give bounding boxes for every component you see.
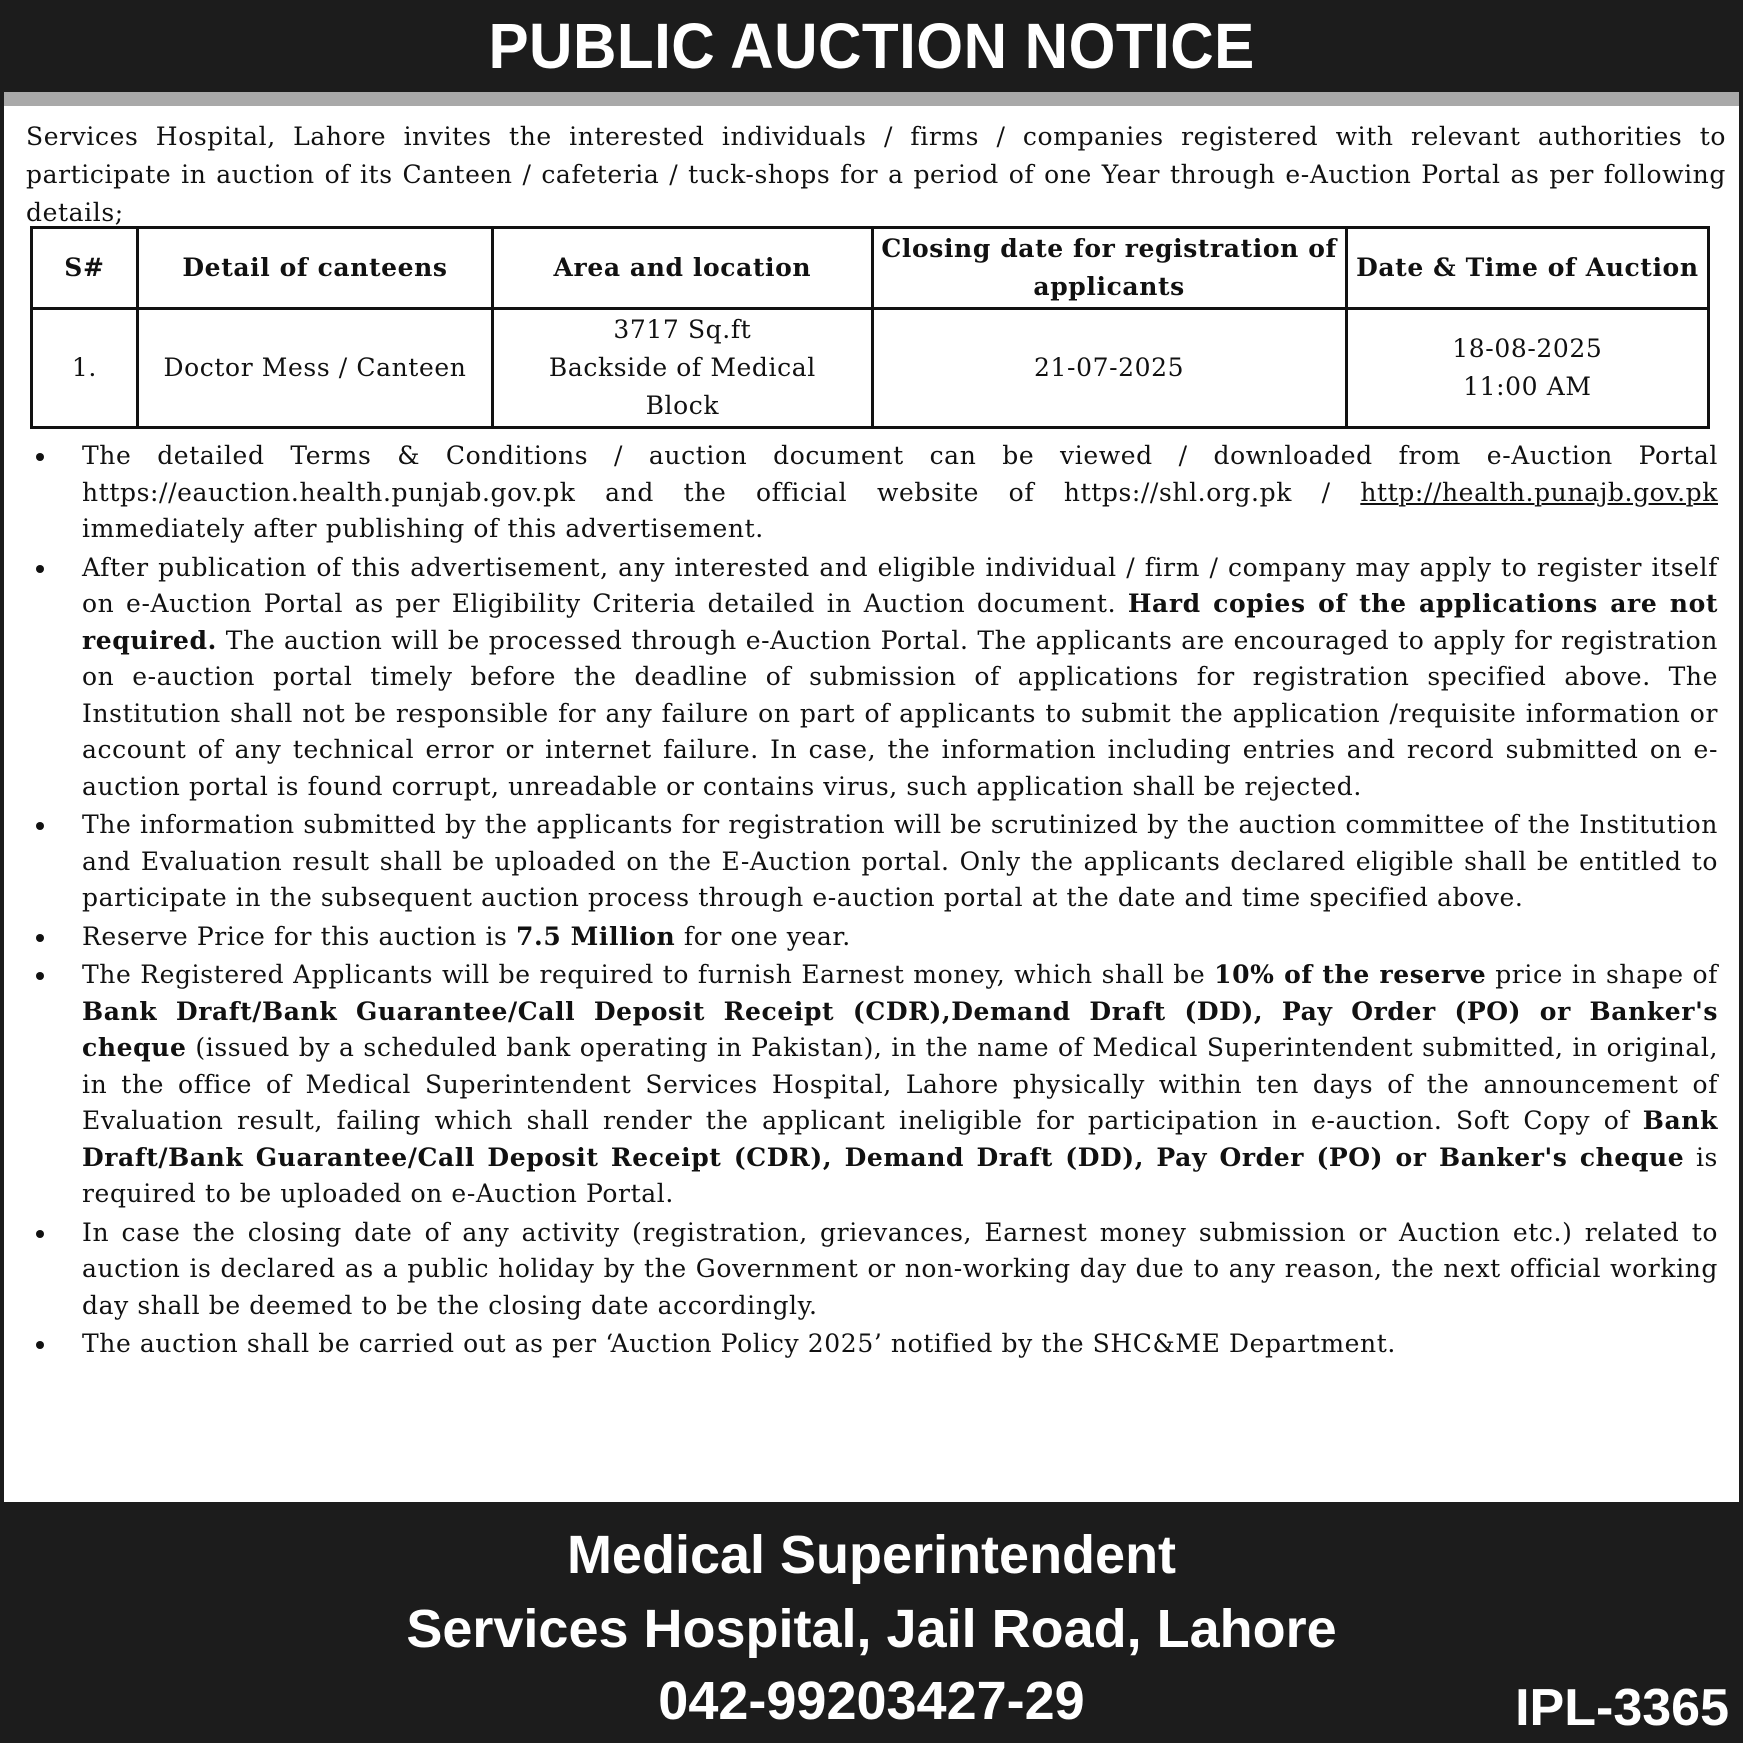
notice-title: PUBLIC AUCTION NOTICE: [488, 10, 1255, 82]
table-row: [32, 309, 1709, 428]
col-header-closing-date: Closing date for registration of applicants: [872, 228, 1346, 309]
col-header-auction-date: Date & Time of Auction: [1346, 228, 1708, 309]
list-item: The Registered Applicants will be required to furnish Earnest money, which shall be 10% of the reserve price in shape of Bank Draft/Bank Guarantee/Call Deposit Receipt (CDR),Demand Draft (DD), Pay Order (PO) or Banker's cheque (issued by a scheduled bank operating in Pakistan), in the name of Medical Superintendent submitted, in original, in the office of Medical Superintendent Services Hospital, Lahore physically within ten days of the announcement of Evaluation result, failing which shall render the applicant ineligible for participation in e-auction. Soft Copy of Bank Draft/Bank Guarantee/Call Deposit Receipt (CDR), Demand Draft (DD), Pay Order (PO) or Banker's cheque is required to be uploaded on e-Auction Portal.: [18, 957, 1718, 1213]
list-item: After publication of this advertisement, any interested and eligible individual / firm / company may apply to register itself on e-Auction Portal as per Eligibility Criteria detailed in Auction document. Hard copies of the applications are not required. The auction will be processed through e-Auction Portal. The applicants are encouraged to apply for registration on e-auction portal timely before the deadline of submission of applications for registration specified above. The Institution shall not be responsible for any failure on part of applicants to submit the application /requisite information or account of any technical error or internet failure. In case, the information including entries and record submitted on e-auction portal is found corrupt, unreadable or contains virus, such application shall be rejected.: [18, 550, 1718, 806]
terms-list: [18, 438, 1718, 1365]
col-header-sno: S#: [32, 228, 138, 309]
list-item: The auction shall be carried out as per ‘Auction Policy 2025’ notified by the SHC&ME Department.: [18, 1326, 1718, 1363]
list-item: The information submitted by the applicants for registration will be scrutinized by the auction committee of the Institution and Evaluation result shall be uploaded on the E-Auction portal. Only the applicants declared eligible shall be entitled to participate in the subsequent auction process through e-auction portal at the date and time specified above.: [18, 807, 1718, 917]
health-website-link[interactable]: http://health.punajb.gov.pk: [1360, 477, 1718, 507]
col-header-area: Area and location: [493, 228, 872, 309]
cell-auction-time: 11:00 AM: [1463, 372, 1592, 401]
bullet-icon: [36, 1341, 44, 1349]
bullet-icon: [36, 1230, 44, 1238]
cell-location: Backside of Medical Block: [548, 353, 816, 420]
footer-address: Services Hospital, Jail Road, Lahore: [406, 1599, 1337, 1659]
notice-body: [4, 106, 1739, 1502]
notice-header: [0, 0, 1743, 92]
list-item: In case the closing date of any activity (registration, grievances, Earnest money submission or Auction etc.) related to auction is declared as a public holiday by the Government or non-working day due to any reason, the next official working day shall be deemed to be the closing date accordingly.: [18, 1215, 1718, 1325]
list-item: Reserve Price for this auction is 7.5 Million for one year.: [18, 919, 1718, 956]
cell-area-location: [493, 309, 872, 428]
col-header-detail: Detail of canteens: [137, 228, 492, 309]
cell-auction-datetime: [1346, 309, 1708, 428]
list-item: The detailed Terms & Conditions / auction document can be viewed / downloaded from e-Auction Portal https://eauction.health.punjab.gov.pk and the official website of https://shl.org.pk / http://health.punajb.gov.pk immediately after publishing of this advertisement.: [18, 438, 1718, 548]
cell-area: 3717 Sq.ft: [613, 315, 752, 344]
footer-ref-code: IPL-3365: [1515, 1679, 1729, 1737]
intro-paragraph: Services Hospital, Lahore invites the interested individuals / firms / companies registered with relevant authorities to participate in auction of its Canteen / cafeteria / tuck-shops for a period of one Year through e-Auction Portal as per following details;: [26, 122, 1726, 227]
cell-closing-date: 21-07-2025: [872, 309, 1346, 428]
bullet-icon: [36, 934, 44, 942]
bullet-icon: [36, 972, 44, 980]
header-divider: [4, 92, 1739, 106]
bullet-icon: [36, 453, 44, 461]
bullet-icon: [36, 822, 44, 830]
footer-designation: Medical Superintendent: [566, 1525, 1177, 1585]
notice-footer: [0, 1502, 1743, 1743]
cell-auction-date: 18-08-2025: [1452, 334, 1603, 363]
cell-sno: 1.: [32, 309, 138, 428]
bullet-icon: [36, 565, 44, 573]
footer-phone: 042-99203427-29: [658, 1671, 1085, 1731]
table-header-row: [32, 228, 1709, 309]
canteen-table: [30, 226, 1710, 429]
cell-detail: Doctor Mess / Canteen: [137, 309, 492, 428]
